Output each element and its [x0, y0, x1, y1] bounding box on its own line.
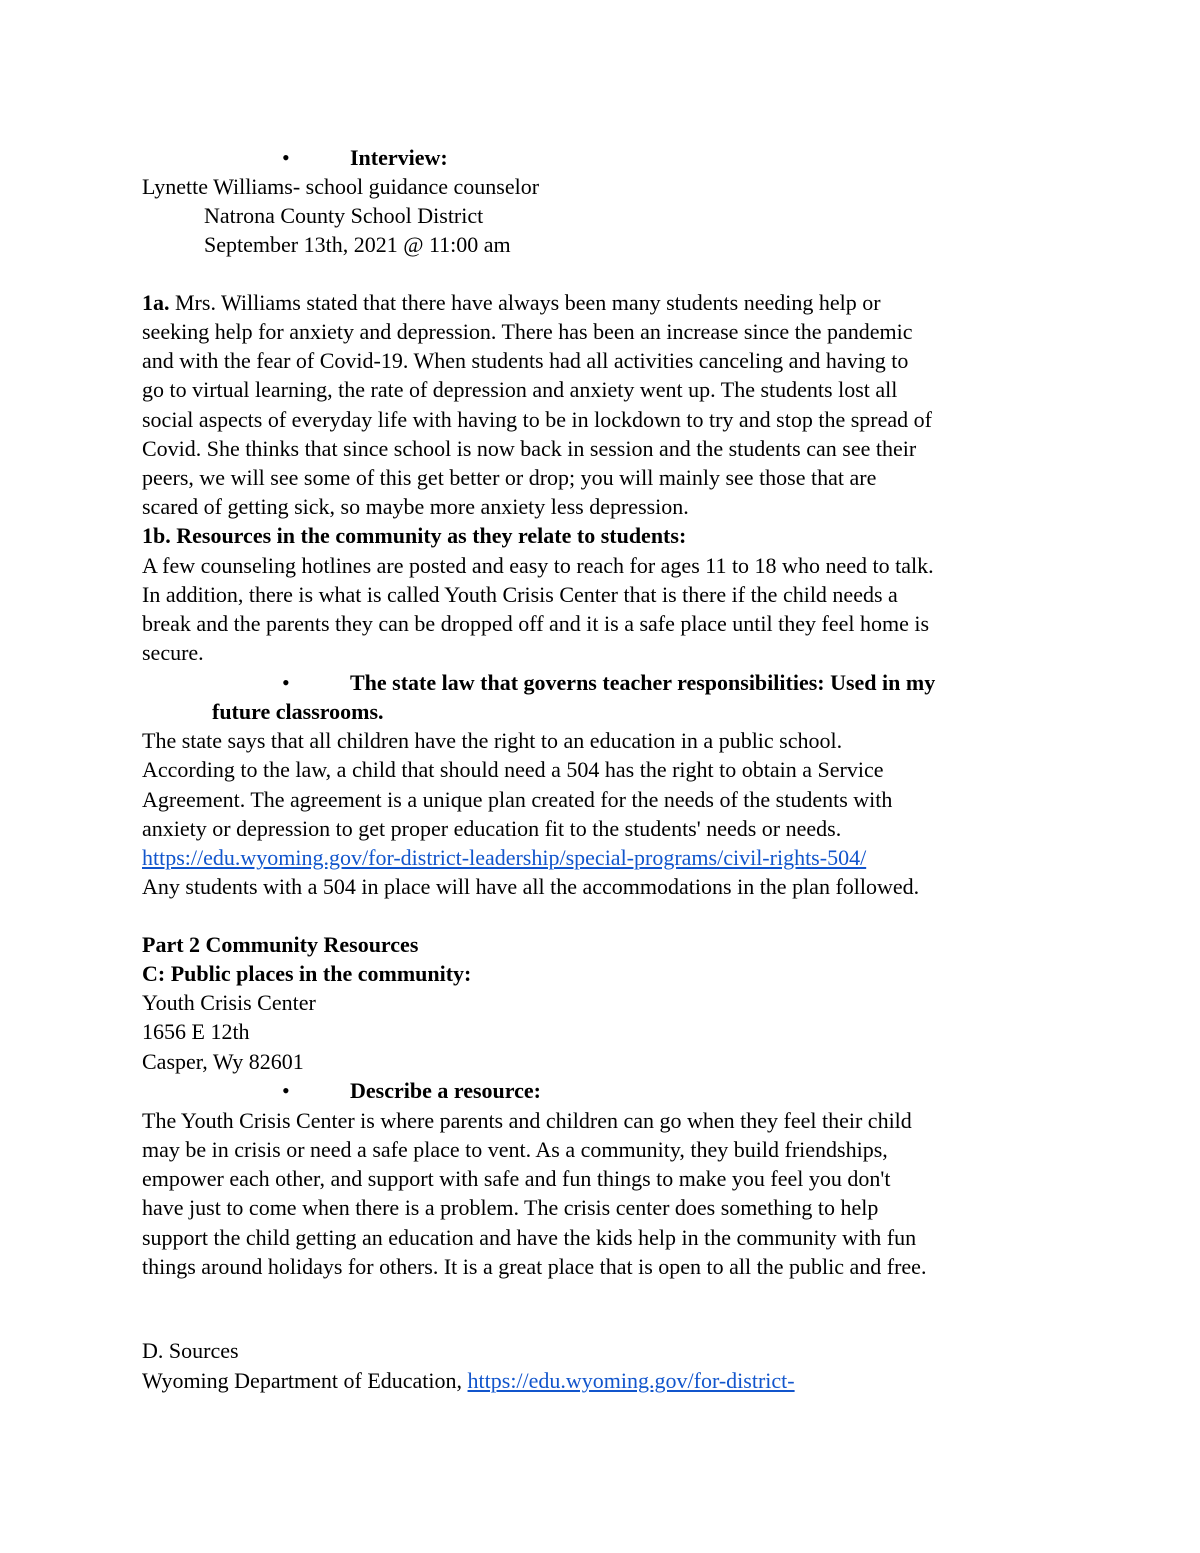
paragraph-line: support the child getting an education and have the kids help in the community with fun — [142, 1225, 917, 1250]
paragraph-line: and with the fear of Covid-19. When students had all activities canceling and having to — [142, 348, 909, 373]
paragraph-line: peers, we will see some of this get better or drop; you will mainly see those that are — [142, 465, 877, 490]
civil-rights-504-link-line — [142, 843, 866, 872]
paragraph-line: Agreement. The agreement is a unique plan created for the needs of the students with — [142, 787, 893, 812]
bullet-icon: • — [282, 1078, 290, 1103]
describe-heading: Describe a resource: — [350, 1078, 542, 1103]
paragraph-line: Mrs. Williams stated that there have always been many students needing help or — [169, 290, 881, 315]
interviewee-name: Lynette Williams- school guidance counselor — [142, 174, 540, 199]
address-line: Youth Crisis Center — [142, 990, 316, 1015]
paragraph-line: go to virtual learning, the rate of depression and anxiety went up. The students lost all — [142, 377, 898, 402]
describe-heading-line — [0, 1076, 1200, 1105]
interview-district: Natrona County School District — [204, 203, 484, 228]
bullet-icon: • — [282, 145, 290, 170]
state-law-heading-line — [0, 668, 1200, 697]
paragraph-line: may be in crisis or need a safe place to vent. As a community, they build friendships, — [142, 1137, 888, 1162]
paragraph-line: break and the parents they can be dropped off and it is a safe place until they feel home is — [142, 611, 930, 636]
paragraph-line: empower each other, and support with safe and fun things to make you feel you don't — [142, 1166, 891, 1191]
paragraph-line: A few counseling hotlines are posted and easy to reach for ages 11 to 18 who need to talk. — [142, 553, 934, 578]
state-law-heading: The state law that governs teacher responsibilities: Used in my — [350, 670, 936, 695]
paragraph-line: The state says that all children have the right to an education in a public school. — [142, 728, 843, 753]
part-2-heading: Part 2 Community Resources — [142, 932, 419, 957]
source-entry — [142, 1366, 795, 1395]
bullet-icon: • — [282, 670, 290, 695]
interview-heading-line — [0, 143, 1200, 172]
section-1a-label: 1a. — [142, 290, 170, 315]
paragraph-line: have just to come when there is a problem. The crisis center does something to help — [142, 1195, 879, 1220]
paragraph-line: secure. — [142, 640, 204, 665]
state-law-heading-continued: future classrooms. — [212, 699, 384, 724]
paragraph-line: anxiety or depression to get proper education fit to the students' needs or needs. — [142, 816, 842, 841]
paragraph-line: Covid. She thinks that since school is now back in session and the students can see their — [142, 436, 917, 461]
paragraph-line: According to the law, a child that should need a 504 has the right to obtain a Service — [142, 757, 884, 782]
source-entry-text: Wyoming Department of Education, — [142, 1368, 468, 1393]
section-1b-heading: 1b. Resources in the community as they relate to students: — [142, 523, 687, 548]
section-1a-line — [142, 288, 881, 317]
public-places-heading: C: Public places in the community: — [142, 961, 472, 986]
paragraph-line: The Youth Crisis Center is where parents and children can go when they feel their child — [142, 1108, 912, 1133]
civil-rights-504-link[interactable]: https://edu.wyoming.gov/for-district-leadership/special-programs/civil-rights-504/ — [142, 845, 867, 870]
interview-heading: Interview: — [350, 145, 448, 170]
source-link[interactable]: https://edu.wyoming.gov/for-district- — [467, 1368, 795, 1393]
paragraph-line: In addition, there is what is called Youth Crisis Center that is there if the child needs a — [142, 582, 898, 607]
paragraph-line: things around holidays for others. It is a great place that is open to all the public and free. — [142, 1254, 927, 1279]
interview-date: September 13th, 2021 @ 11:00 am — [204, 232, 511, 257]
paragraph-line: scared of getting sick, so maybe more anxiety less depression. — [142, 494, 689, 519]
sources-heading: D. Sources — [142, 1338, 239, 1363]
paragraph-line: social aspects of everyday life with having to be in lockdown to try and stop the spread of — [142, 407, 932, 432]
address-line: Casper, Wy 82601 — [142, 1049, 304, 1074]
paragraph-line: Any students with a 504 in place will have all the accommodations in the plan followed. — [142, 874, 920, 899]
paragraph-line: seeking help for anxiety and depression. There has been an increase since the pandemic — [142, 319, 913, 344]
address-line: 1656 E 12th — [142, 1019, 250, 1044]
